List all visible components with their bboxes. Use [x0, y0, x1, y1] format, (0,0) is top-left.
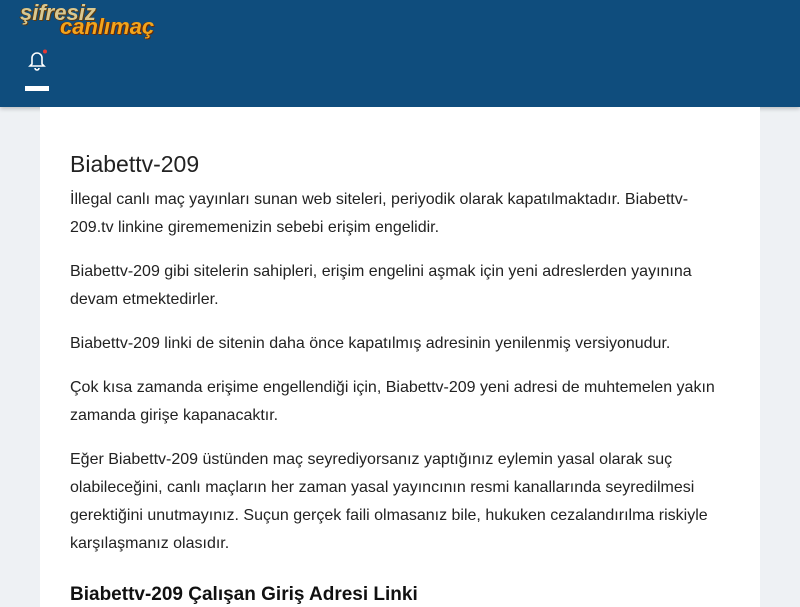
article-card [40, 107, 760, 607]
paragraph: Çok kısa zamanda erişime engellendiği için, Biabettv-209 yeni adresi de muhtemelen yakın zamanda girişe kapanacaktır. [70, 379, 715, 424]
site-logo[interactable]: şifresiz canlımaç [20, 0, 155, 39]
site-header [0, 0, 800, 107]
hamburger-menu-icon[interactable] [25, 86, 49, 91]
paragraph: Biabettv-209 gibi sitelerin sahipleri, erişim engelini aşmak için yeni adreslerden yayınına devam etmektedirler. [70, 263, 692, 308]
paragraph: Eğer Biabettv-209 üstünden maç seyrediyorsanız yaptığınız eylemin yasal olarak suç olabileceğini, canlı maçların her zaman yasal yayıncının resmi kanallarında seyredilmesi gerektiğini unutmayınız. Suçun gerçek faili olmasanız bile, hukuken cezalandırılma riskiyle karşılaşmanız olasıdır. [70, 451, 708, 552]
section-heading: Biabettv-209 Çalışan Giriş Adresi Linki [70, 584, 418, 605]
paragraph: Biabettv-209 linki de sitenin daha önce kapatılmış adresinin yenilenmiş versiyonudur. [70, 335, 671, 352]
notification-dot [43, 50, 47, 54]
paragraph: İllegal canlı maç yayınları sunan web siteleri, periyodik olarak kapatılmaktadır. Biabettv-209.tv linkine girememenizin sebebi erişim engelidir. [70, 191, 689, 236]
page-title: Biabettv-209 [70, 151, 200, 177]
bell-icon[interactable] [28, 49, 48, 71]
